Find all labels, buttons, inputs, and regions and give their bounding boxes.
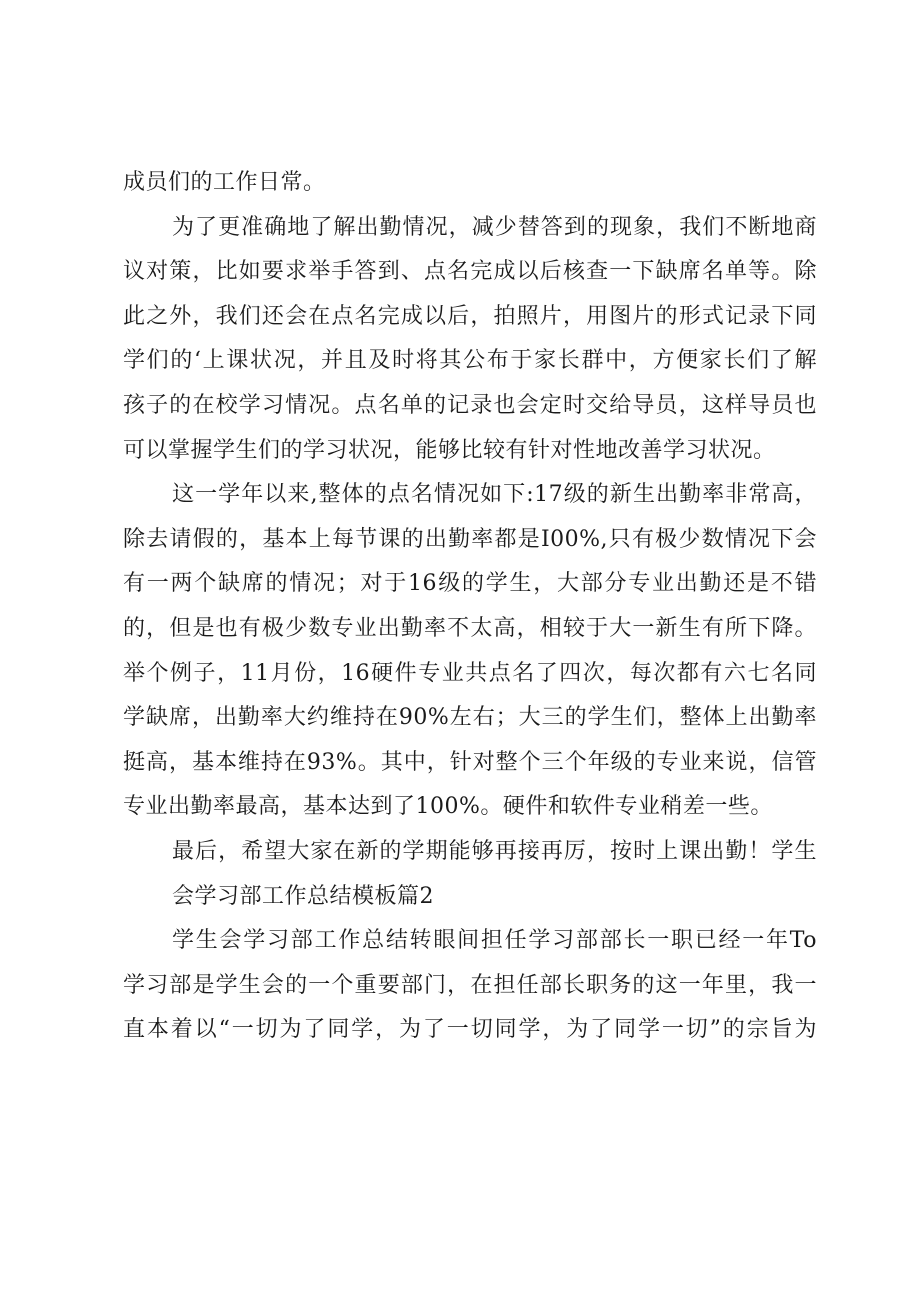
text-line: 为了更准确地了解出勤情况，减少替答到的现象，我们不断地商 — [172, 214, 817, 240]
text-line: 学习部是学生会的一个重要部门，在担任部长职务的这一年里，我一 — [123, 972, 817, 998]
text-line: 专业出勤率最高，基本达到了100%。硬件和软件专业稍差一些。 — [123, 794, 773, 820]
text-line: 孩子的在校学习情况。点名单的记录也会定时交给导员，这样导员也 — [123, 392, 817, 418]
text-line: 有一两个缺席的情况；对于16级的学生，大部分专业出勤还是不错 — [123, 571, 817, 597]
text-line: 这一学年以来,整体的点名情况如下:17级的新生出勤率非常高， — [172, 482, 817, 508]
text-line: 成员们的工作日常。 — [123, 170, 326, 195]
text-line: 学生会学习部工作总结转眼间担任学习部部长一职已经一年To — [172, 928, 817, 954]
text-line: 最后，希望大家在新的学期能够再接再厉，按时上课出勤！学生 — [172, 838, 817, 864]
text-line: 可以掌握学生们的学习状况，能够比较有针对性地改善学习状况。 — [123, 437, 776, 463]
text-line: 除去请假的，基本上每节课的出勤率都是I00%,只有极少数情况下会 — [123, 526, 817, 552]
document-body — [123, 161, 817, 1053]
text-line: 直本着以“一切为了同学，为了一切同学，为了同学一切”的宗旨为 — [123, 1017, 817, 1043]
text-line: 会学习部工作总结模板篇2 — [172, 883, 434, 909]
text-line: 议对策，比如要求举手答到、点名完成以后核查一下缺席名单等。除 — [123, 259, 817, 285]
text-line: 的，但是也有极少数专业出勤率不太高，相较于大一新生有所下降。 — [123, 615, 817, 641]
text-line: 此之外，我们还会在点名完成以后，拍照片，用图片的形式记录下同 — [123, 303, 817, 329]
text-line: 举个例子，11月份，16硬件专业共点名了四次，每次都有六七名同 — [123, 660, 817, 686]
text-line: 挺高，基本维持在93%。其中，针对整个三个年级的专业来说，信管 — [123, 749, 817, 775]
text-line: 学缺席，出勤率大约维持在90%左右；大三的学生们，整体上出勤率 — [123, 705, 817, 731]
text-line: 学们的‘上课状况，并且及时将其公布于家长群中，方便家长们了解 — [123, 348, 817, 374]
